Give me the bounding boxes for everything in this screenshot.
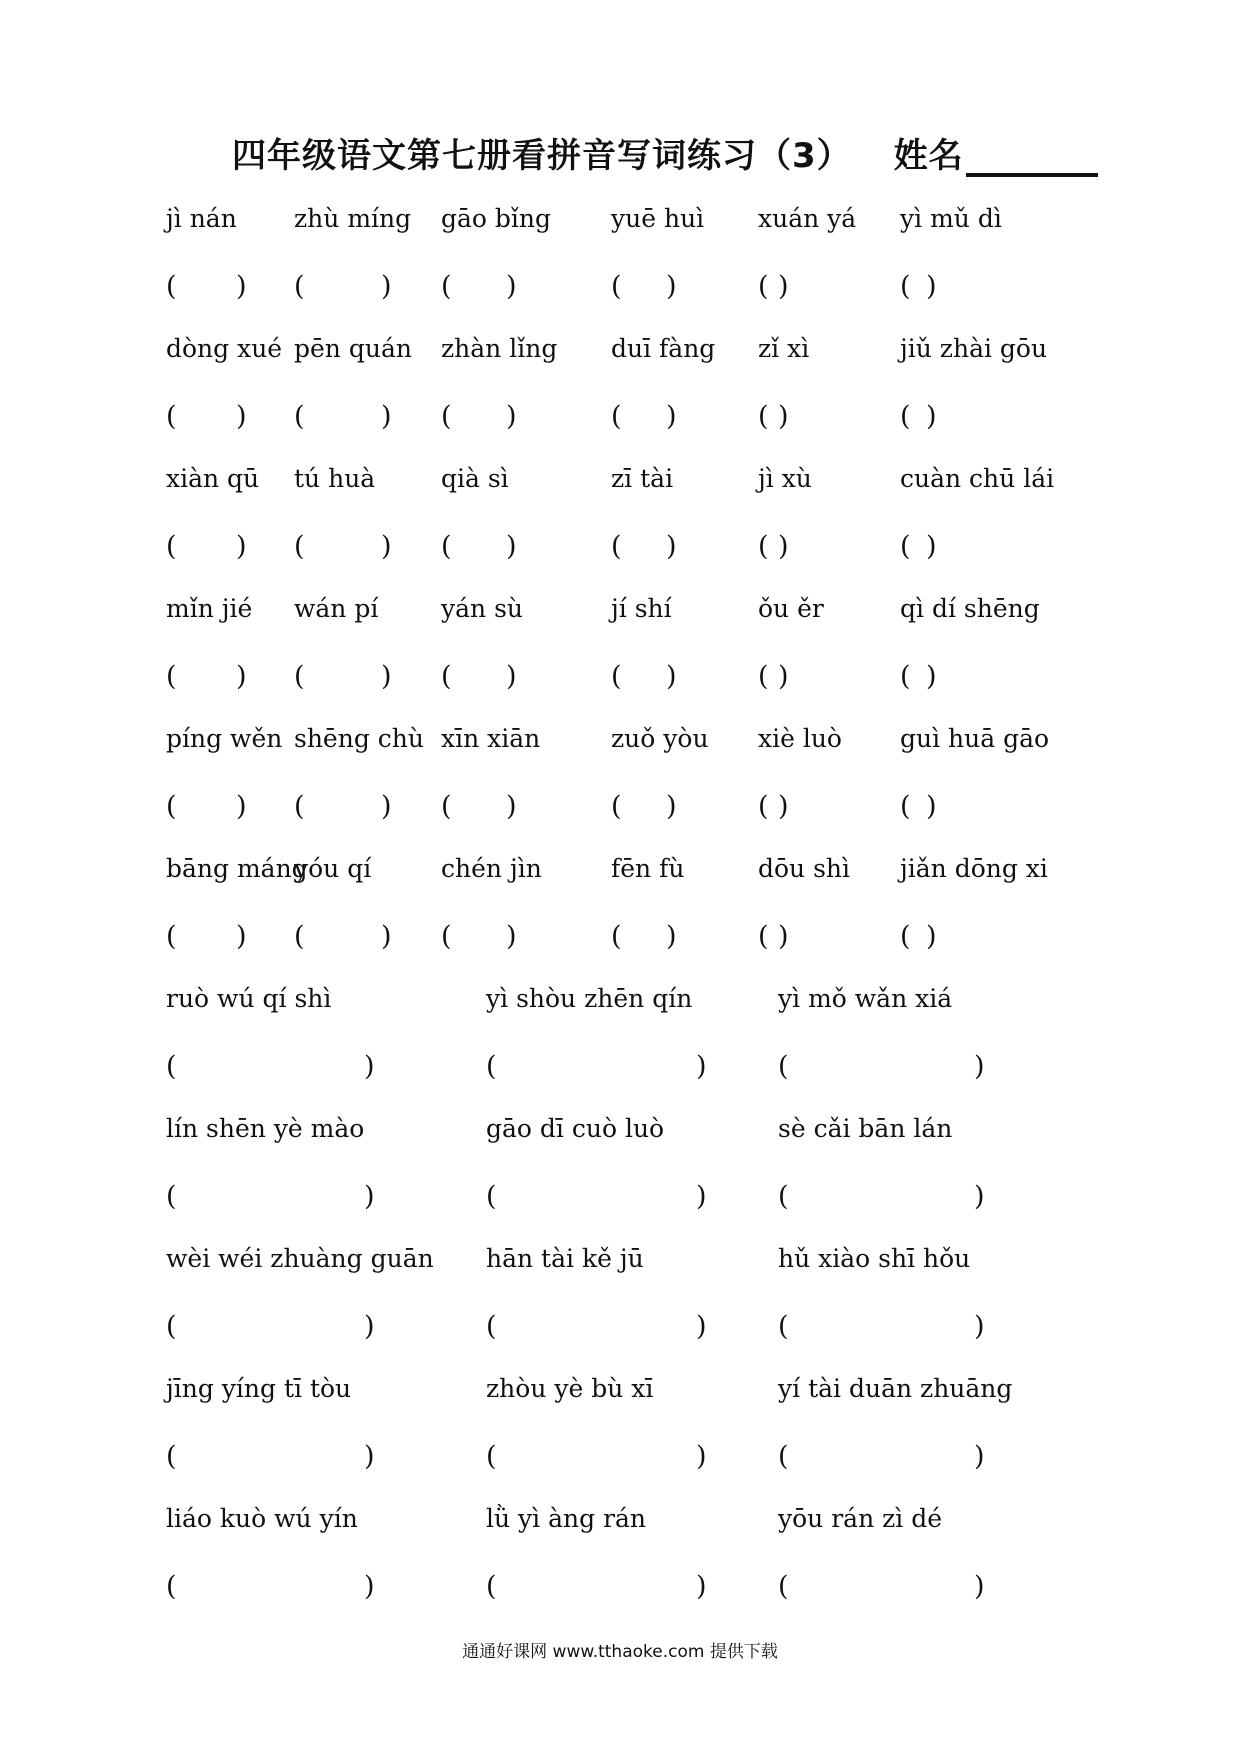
answer-blank[interactable]: [500, 1179, 690, 1215]
pinyin-word: dōu shì: [758, 854, 851, 883]
name-label: 姓名: [893, 136, 964, 176]
open-paren: (: [611, 921, 622, 952]
close-paren: ): [381, 401, 392, 432]
pinyin-word: bāng máng: [166, 854, 308, 883]
close-paren: ): [381, 921, 392, 952]
close-paren: ): [506, 791, 517, 822]
close-paren: ): [506, 401, 517, 432]
open-paren: (: [900, 271, 911, 302]
close-paren: ): [778, 531, 789, 562]
close-paren: ): [236, 531, 247, 562]
answer-blank[interactable]: [308, 789, 375, 825]
footer: 通通好课网 www.tthaoke.com 提供下载: [462, 1642, 778, 1662]
close-paren: ): [974, 1571, 985, 1602]
pinyin-word: lín shēn yè mào: [166, 1114, 365, 1143]
open-paren: (: [778, 1441, 789, 1472]
pinyin-word: pēn quán: [294, 334, 412, 363]
pinyin-word: yóu qí: [294, 854, 372, 883]
answer-blank[interactable]: [180, 529, 230, 565]
pinyin-word: zuǒ yòu: [611, 724, 709, 753]
answer-blank[interactable]: [625, 919, 660, 955]
close-paren: ): [974, 1311, 985, 1342]
answer-blank[interactable]: [455, 789, 500, 825]
pinyin-row: [166, 716, 1066, 781]
close-paren: ): [666, 791, 677, 822]
open-paren: (: [611, 661, 622, 692]
answer-blank[interactable]: [180, 1569, 358, 1605]
answer-blank[interactable]: [455, 659, 500, 695]
answer-blank[interactable]: [625, 269, 660, 305]
answer-blank[interactable]: [308, 399, 375, 435]
close-paren: ): [236, 401, 247, 432]
answer-blank[interactable]: [792, 1439, 968, 1475]
open-paren: (: [166, 1311, 177, 1342]
pinyin-word: gāo bǐng: [441, 204, 552, 233]
answer-blank[interactable]: [792, 1049, 968, 1085]
close-paren: ): [666, 401, 677, 432]
close-paren: ): [666, 271, 677, 302]
close-paren: ): [778, 271, 789, 302]
pinyin-word: jí shí: [611, 594, 672, 623]
pinyin-word: zhàn lǐng: [441, 334, 558, 363]
pinyin-word: lǜ yì àng rán: [486, 1504, 647, 1533]
answer-blank[interactable]: [180, 1439, 358, 1475]
close-paren: ): [926, 921, 937, 952]
open-paren: (: [900, 791, 911, 822]
answer-blank[interactable]: [500, 1439, 690, 1475]
pinyin-word: xuán yá: [758, 204, 857, 233]
pinyin-word: xiè luò: [758, 724, 842, 753]
pinyin-word: zhù míng: [294, 204, 412, 233]
close-paren: ): [364, 1181, 375, 1212]
answer-blank[interactable]: [180, 399, 230, 435]
pinyin-word: qì dí shēng: [900, 594, 1040, 623]
pinyin-word: píng wěn: [166, 724, 283, 753]
answer-blank[interactable]: [625, 659, 660, 695]
answer-blank[interactable]: [914, 659, 920, 695]
pinyin-row: [166, 1106, 1066, 1171]
answer-blank[interactable]: [455, 399, 500, 435]
open-paren: (: [166, 661, 177, 692]
pinyin-word: cuàn chū lái: [900, 464, 1055, 493]
answer-blank[interactable]: [625, 399, 660, 435]
pinyin-word: mǐn jié: [166, 594, 253, 623]
pinyin-word: wèi wéi zhuàng guān: [166, 1244, 434, 1273]
open-paren: (: [294, 791, 305, 822]
answer-blank[interactable]: [180, 1049, 358, 1085]
close-paren: ): [236, 921, 247, 952]
open-paren: (: [611, 531, 622, 562]
open-paren: (: [166, 401, 177, 432]
open-paren: (: [758, 401, 769, 432]
answer-blank[interactable]: [180, 789, 230, 825]
pinyin-word: shēng chù: [294, 724, 424, 753]
pinyin-word: hān tài kě jū: [486, 1244, 644, 1273]
close-paren: ): [381, 531, 392, 562]
close-paren: ): [666, 661, 677, 692]
open-paren: (: [486, 1181, 497, 1212]
close-paren: ): [381, 271, 392, 302]
answer-blank[interactable]: [308, 529, 375, 565]
answer-row: [166, 261, 1066, 326]
open-paren: (: [441, 921, 452, 952]
open-paren: (: [441, 661, 452, 692]
open-paren: (: [294, 271, 305, 302]
answer-blank[interactable]: [308, 269, 375, 305]
close-paren: ): [926, 271, 937, 302]
answer-row: [166, 1301, 1066, 1366]
open-paren: (: [486, 1051, 497, 1082]
close-paren: ): [364, 1311, 375, 1342]
open-paren: (: [166, 1571, 177, 1602]
pinyin-row: [166, 1236, 1066, 1301]
pinyin-word: jì nán: [166, 204, 237, 233]
open-paren: (: [758, 531, 769, 562]
open-paren: (: [166, 1051, 177, 1082]
answer-blank[interactable]: [914, 789, 920, 825]
close-paren: ): [778, 791, 789, 822]
open-paren: (: [441, 271, 452, 302]
pinyin-word: jiǔ zhài gōu: [900, 334, 1048, 363]
pinyin-word: hǔ xiào shī hǒu: [778, 1244, 971, 1273]
pinyin-row: [166, 846, 1066, 911]
open-paren: (: [611, 271, 622, 302]
answer-blank[interactable]: [914, 919, 920, 955]
answer-blank[interactable]: [914, 269, 920, 305]
answer-row: [166, 781, 1066, 846]
answer-blank[interactable]: [180, 659, 230, 695]
answer-blank[interactable]: [792, 1569, 968, 1605]
pinyin-word: duī fàng: [611, 334, 716, 363]
answer-blank[interactable]: [180, 1309, 358, 1345]
pinyin-word: yì mǒ wǎn xiá: [778, 984, 953, 1013]
answer-blank[interactable]: [792, 1179, 968, 1215]
open-paren: (: [294, 661, 305, 692]
answer-blank[interactable]: [500, 1049, 690, 1085]
close-paren: ): [926, 661, 937, 692]
open-paren: (: [758, 661, 769, 692]
open-paren: (: [778, 1051, 789, 1082]
close-paren: ): [778, 661, 789, 692]
exercise-grid: [166, 196, 1066, 1626]
answer-blank[interactable]: [455, 919, 500, 955]
close-paren: ): [506, 271, 517, 302]
open-paren: (: [778, 1571, 789, 1602]
close-paren: ): [364, 1571, 375, 1602]
pinyin-word: ruò wú qí shì: [166, 984, 332, 1013]
close-paren: ): [974, 1051, 985, 1082]
answer-blank[interactable]: [914, 399, 920, 435]
answer-blank[interactable]: [500, 1569, 690, 1605]
close-paren: ): [974, 1181, 985, 1212]
pinyin-word: liáo kuò wú yín: [166, 1504, 358, 1533]
close-paren: ): [926, 531, 937, 562]
name-blank[interactable]: [966, 139, 1098, 177]
pinyin-row: [166, 1366, 1066, 1431]
pinyin-row: [166, 326, 1066, 391]
open-paren: (: [900, 661, 911, 692]
pinyin-word: chén jìn: [441, 854, 542, 883]
close-paren: ): [778, 401, 789, 432]
open-paren: (: [758, 791, 769, 822]
answer-row: [166, 1431, 1066, 1496]
pinyin-word: yuē huì: [611, 204, 705, 233]
answer-row: [166, 651, 1066, 716]
close-paren: ): [381, 791, 392, 822]
pinyin-row: [166, 976, 1066, 1041]
open-paren: (: [166, 791, 177, 822]
open-paren: (: [166, 271, 177, 302]
open-paren: (: [294, 401, 305, 432]
pinyin-word: zhòu yè bù xī: [486, 1374, 654, 1403]
pinyin-word: jì xù: [758, 464, 812, 493]
pinyin-word: fēn fù: [611, 854, 685, 883]
close-paren: ): [236, 791, 247, 822]
answer-blank[interactable]: [455, 269, 500, 305]
open-paren: (: [441, 531, 452, 562]
pinyin-word: tú huà: [294, 464, 376, 493]
pinyin-word: zī tài: [611, 464, 674, 493]
open-paren: (: [900, 921, 911, 952]
open-paren: (: [294, 531, 305, 562]
open-paren: (: [166, 1441, 177, 1472]
pinyin-word: yí tài duān zhuāng: [778, 1374, 1013, 1403]
open-paren: (: [778, 1181, 789, 1212]
pinyin-word: xiàn qū: [166, 464, 260, 493]
pinyin-word: gāo dī cuò luò: [486, 1114, 665, 1143]
close-paren: ): [364, 1441, 375, 1472]
page-title: [232, 128, 1098, 177]
open-paren: (: [778, 1311, 789, 1342]
open-paren: (: [486, 1571, 497, 1602]
pinyin-word: xīn xiān: [441, 724, 541, 753]
answer-row: [166, 1041, 1066, 1106]
open-paren: (: [758, 271, 769, 302]
pinyin-row: [166, 586, 1066, 651]
close-paren: ): [778, 921, 789, 952]
answer-blank[interactable]: [180, 269, 230, 305]
pinyin-word: wán pí: [294, 594, 379, 623]
close-paren: ): [506, 531, 517, 562]
answer-blank[interactable]: [625, 789, 660, 825]
close-paren: ): [506, 921, 517, 952]
pinyin-word: ǒu ěr: [758, 594, 824, 623]
open-paren: (: [611, 401, 622, 432]
close-paren: ): [506, 661, 517, 692]
answer-blank[interactable]: [455, 529, 500, 565]
pinyin-word: yán sù: [441, 594, 524, 623]
close-paren: ): [236, 661, 247, 692]
close-paren: ): [696, 1181, 707, 1212]
pinyin-word: sè cǎi bān lán: [778, 1114, 953, 1143]
answer-row: [166, 1561, 1066, 1626]
pinyin-row: [166, 1496, 1066, 1561]
close-paren: ): [696, 1571, 707, 1602]
title-text: 四年级语文第七册看拼音写词练习（3）: [232, 136, 852, 176]
open-paren: (: [294, 921, 305, 952]
answer-blank[interactable]: [308, 919, 375, 955]
answer-row: [166, 391, 1066, 456]
pinyin-row: [166, 456, 1066, 521]
open-paren: (: [486, 1311, 497, 1342]
open-paren: (: [166, 531, 177, 562]
answer-blank[interactable]: [500, 1309, 690, 1345]
pinyin-row: [166, 196, 1066, 261]
answer-row: [166, 521, 1066, 586]
answer-blank[interactable]: [792, 1309, 968, 1345]
open-paren: (: [166, 1181, 177, 1212]
answer-row: [166, 911, 1066, 976]
open-paren: (: [441, 791, 452, 822]
open-paren: (: [611, 791, 622, 822]
open-paren: (: [166, 921, 177, 952]
open-paren: (: [441, 401, 452, 432]
pinyin-word: jīng yíng tī tòu: [166, 1374, 352, 1403]
close-paren: ): [696, 1311, 707, 1342]
open-paren: (: [758, 921, 769, 952]
answer-blank[interactable]: [914, 529, 920, 565]
close-paren: ): [236, 271, 247, 302]
pinyin-word: yōu rán zì dé: [778, 1504, 943, 1533]
pinyin-word: zǐ xì: [758, 334, 810, 363]
pinyin-word: jiǎn dōng xi: [900, 854, 1048, 883]
pinyin-word: dòng xué: [166, 334, 283, 363]
close-paren: ): [926, 401, 937, 432]
answer-blank[interactable]: [625, 529, 660, 565]
pinyin-word: guì huā gāo: [900, 724, 1050, 753]
answer-row: [166, 1171, 1066, 1236]
pinyin-word: yì shòu zhēn qín: [486, 984, 693, 1013]
close-paren: ): [974, 1441, 985, 1472]
close-paren: ): [926, 791, 937, 822]
close-paren: ): [381, 661, 392, 692]
close-paren: ): [364, 1051, 375, 1082]
open-paren: (: [486, 1441, 497, 1472]
pinyin-word: yì mǔ dì: [900, 204, 1002, 233]
close-paren: ): [666, 531, 677, 562]
open-paren: (: [900, 401, 911, 432]
close-paren: ): [696, 1051, 707, 1082]
close-paren: ): [666, 921, 677, 952]
answer-blank[interactable]: [180, 919, 230, 955]
pinyin-word: qià sì: [441, 464, 509, 493]
open-paren: (: [900, 531, 911, 562]
close-paren: ): [696, 1441, 707, 1472]
answer-blank[interactable]: [180, 1179, 358, 1215]
answer-blank[interactable]: [308, 659, 375, 695]
